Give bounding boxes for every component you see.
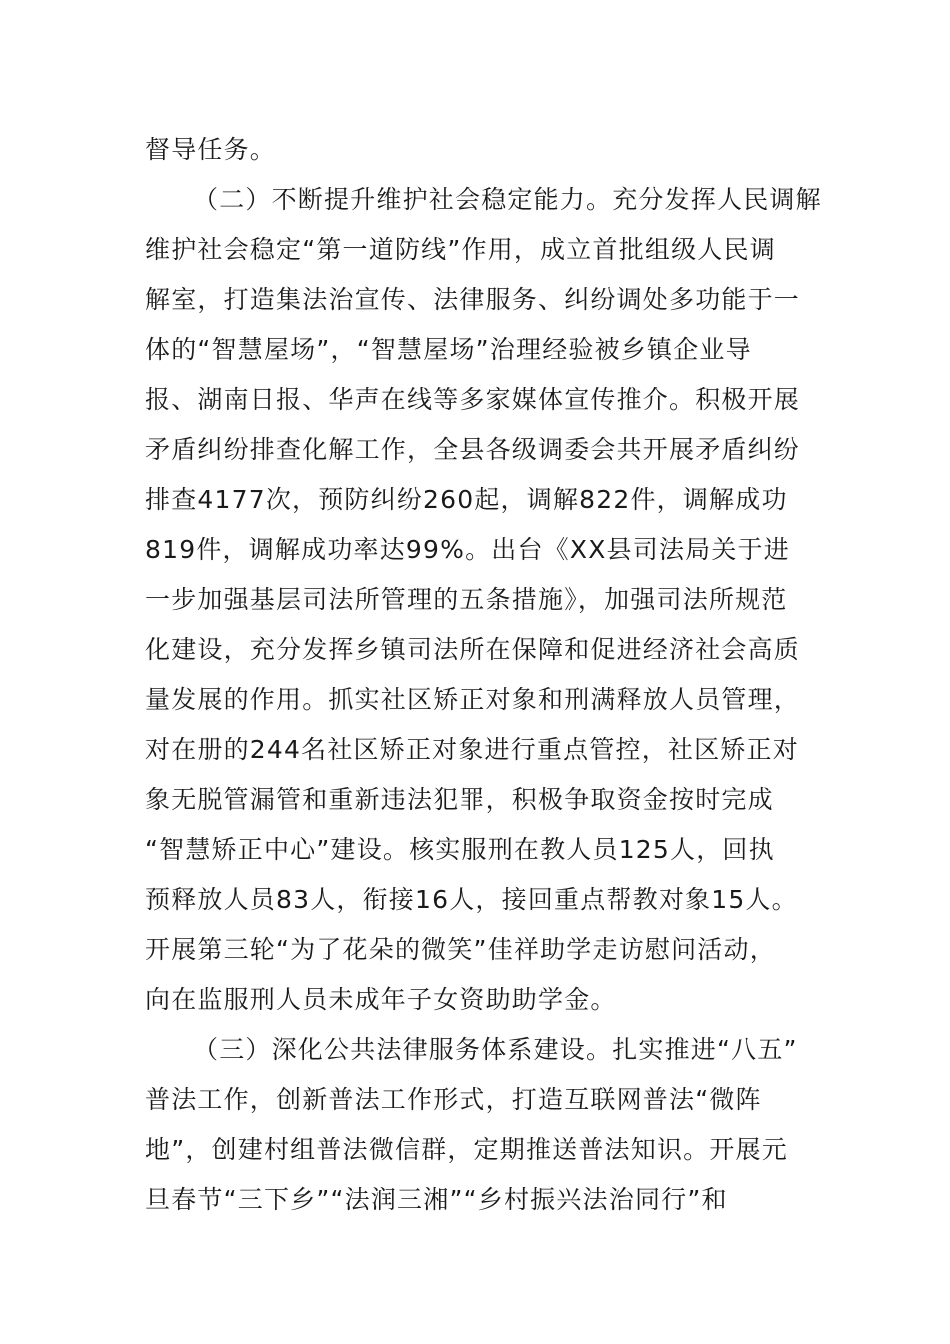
text-line: 开展第三轮“为了花朵的微笑”佳祥助学走访慰问活动，	[145, 935, 776, 964]
text-line: 督导任务。	[145, 135, 277, 164]
text-line: 量发展的作用。抓实社区矫正对象和刑满释放人员管理，	[145, 685, 801, 714]
text-line: 旦春节“三下乡”“法润三湘”“乡村振兴法治同行”和	[145, 1185, 728, 1214]
paragraph-heading-line: （三）深化公共法律服务体系建设。扎实推进“八五”	[193, 1035, 798, 1064]
text-line: 对在册的244名社区矫正对象进行重点管控，社区矫正对	[145, 735, 799, 764]
text-line: 解室，打造集法治宣传、法律服务、纠纷调处多功能于一	[145, 285, 801, 314]
text-line: 化建设，充分发挥乡镇司法所在保障和促进经济社会高质	[145, 635, 801, 664]
text-line: 维护社会稳定“第一道防线”作用，成立首批组级人民调	[145, 235, 776, 264]
text-line: 矛盾纠纷排查化解工作，全县各级调委会共开展矛盾纠纷	[145, 435, 801, 464]
text-line: 向在监服刑人员未成年子女资助助学金。	[145, 985, 617, 1014]
text-line: 排查4177次，预防纠纷260起，调解822件，调解成功	[145, 485, 788, 514]
text-line: 地”，创建村组普法微信群，定期推送普法知识。开展元	[145, 1135, 788, 1164]
text-line: 普法工作，创新普法工作形式，打造互联网普法“微阵	[145, 1085, 762, 1114]
text-line: “智慧矫正中心”建设。核实服刑在教人员125人，回执	[145, 835, 775, 864]
text-line: 预释放人员83人，衔接16人，接回重点帮教对象15人。	[145, 885, 798, 914]
text-line: 体的“智慧屋场”，“智慧屋场”治理经验被乡镇企业导	[145, 335, 752, 364]
text-line: 象无脱管漏管和重新违法犯罪，积极争取资金按时完成	[145, 785, 774, 814]
text-line: 报、湖南日报、华声在线等多家媒体宣传推介。积极开展	[145, 385, 801, 414]
paragraph-heading-line: （二）不断提升维护社会稳定能力。充分发挥人民调解	[193, 185, 822, 214]
text-line: 一步加强基层司法所管理的五条措施》，加强司法所规范	[145, 585, 788, 614]
text-line: 819件，调解成功率达99%。出台《XX县司法局关于进	[145, 535, 790, 564]
